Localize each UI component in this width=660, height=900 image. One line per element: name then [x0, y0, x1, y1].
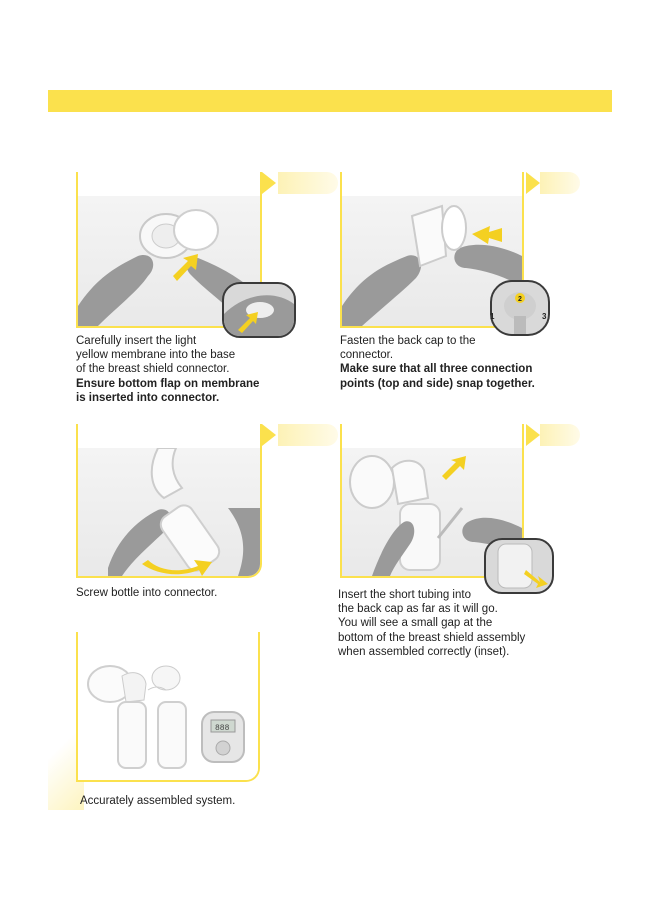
step-caption — [340, 334, 535, 391]
inset-connection-points — [490, 280, 550, 336]
connection-label-2: 2 — [518, 296, 522, 303]
caption-bold-line: points (top and side) snap together. — [340, 377, 535, 390]
arrow-right-icon — [526, 424, 540, 446]
arrow-right-icon — [526, 172, 540, 194]
device-display: 888 — [215, 724, 230, 733]
connection-label-1: 1 — [490, 312, 495, 321]
caption-line: You will see a small gap at the — [338, 617, 493, 630]
caption-bold-line: Make sure that all three connection — [340, 363, 533, 376]
step-caption — [80, 794, 235, 808]
step-illustration-frame — [76, 632, 260, 782]
step-strip-fade — [540, 424, 580, 446]
caption-line: Screw bottle into connector. — [76, 587, 218, 599]
inset-illustration — [484, 538, 554, 594]
caption-bold-line: Ensure bottom flap on membrane — [76, 377, 260, 390]
caption-line: Accurately assembled system. — [80, 795, 236, 807]
caption-line: of the breast shield connector. — [76, 363, 230, 376]
step-strip-fade — [278, 424, 338, 446]
caption-line: Insert the short tubing into — [338, 589, 471, 601]
arrow-right-icon — [262, 172, 276, 194]
caption-bold-line: is inserted into connector. — [76, 391, 220, 404]
step-caption — [76, 334, 259, 405]
step-strip-fade — [540, 172, 580, 194]
caption-line: Carefully insert the light — [76, 335, 197, 347]
step-strip-fade — [278, 172, 338, 194]
step-illustration-frame — [76, 424, 262, 578]
inset-illustration — [222, 282, 296, 338]
caption-line: bottom of the breast shield assembly — [338, 631, 526, 644]
arrow-right-icon — [262, 424, 276, 446]
caption-line: Fasten the back cap to the — [340, 335, 476, 347]
caption-line: yellow membrane into the base — [76, 349, 236, 362]
step-caption — [338, 588, 525, 659]
caption-line: when assembled correctly (inset). — [338, 645, 510, 658]
caption-line: connector. — [340, 349, 394, 362]
caption-line: the back cap as far as it will go. — [338, 603, 498, 616]
connection-label-3: 3 — [542, 312, 547, 321]
step-caption — [76, 586, 217, 600]
header-bar — [48, 90, 612, 112]
